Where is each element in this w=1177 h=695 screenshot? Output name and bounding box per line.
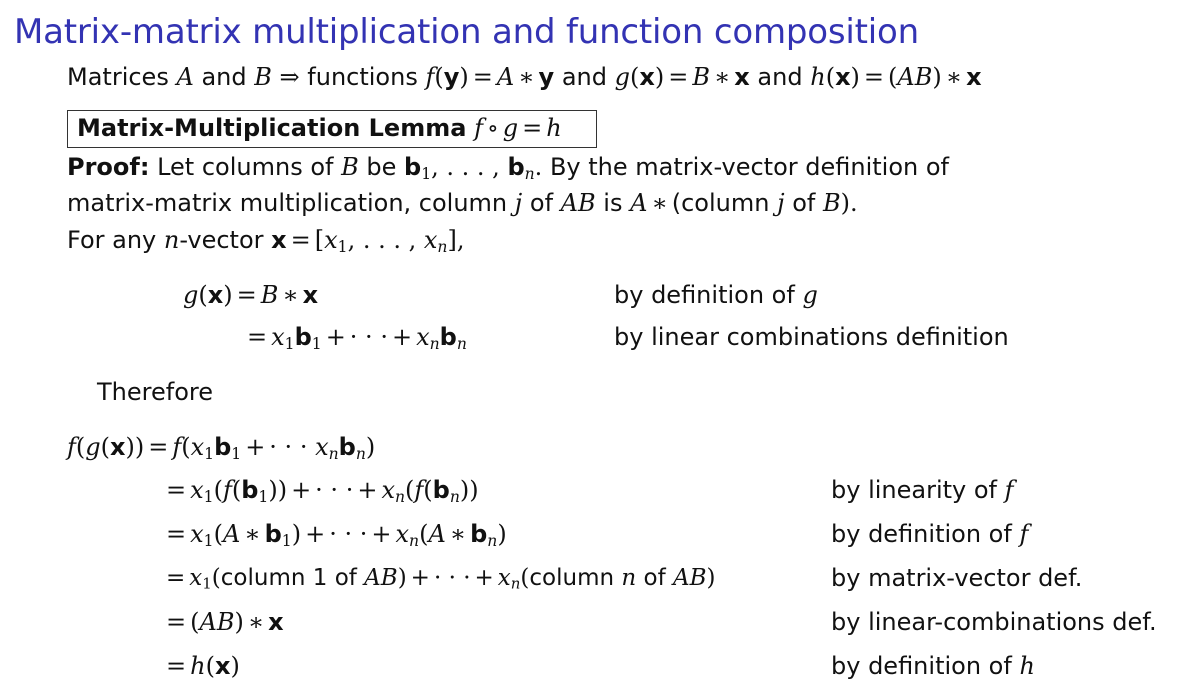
deriv2-just-2-text: by definition of [831,520,1012,548]
slide-title: Matrix-matrix multiplication and function composition [14,12,919,52]
deriv2-just-3 [831,563,1082,593]
deriv2-just-2: by definition of f [831,520,1029,548]
intro-matrices-word: Matrices [67,63,169,91]
deriv2-eq-3: = $x_1(column$ 1 of AB) + · · · + $x_n(column$ n of AB) [166,565,716,593]
intro-line: Matrices A and B ⇒ functions f(y) = A ∗ y and g(x) = B ∗ x and h(x) = (AB) ∗ x [67,63,982,91]
proof-text-1c: By the matrix-vector definition of [549,153,949,181]
proof-line-1: Proof: Let columns of B be $b_1$, . . . , $b_n$. By the matrix-vector definition of [67,153,949,183]
proof-text-3b: -vector [179,226,264,254]
therefore-text: Therefore [97,378,213,406]
proof-text-2a: matrix-matrix multiplication, column [67,189,508,217]
intro-and-3: and [757,63,803,91]
proof-text-2b: of [529,189,554,217]
deriv1-eq-1: g(x) = B ∗ x [183,281,319,309]
lemma-statement: Matrix-Multiplication Lemma f ∘ g = h [77,114,562,142]
deriv2-just-1-text: by linearity of [831,476,997,504]
deriv1-eq-2: = $x_1b_1$ + · · · + $x_nb_n$ [247,323,467,353]
deriv2-just-5: by definition of h [831,652,1035,680]
deriv2-eq-4: = (AB) ∗ x [166,608,284,636]
deriv2-just-4-text: by linear-combinations def. [831,608,1157,636]
lemma-box [67,110,597,148]
proof-label: Proof: [67,153,150,181]
proof-text-2c: is [603,189,623,217]
proof-text-2d: (column [671,189,770,217]
proof-text-1a: Let columns of [157,153,334,181]
deriv2-just-5-text: by definition of [831,652,1012,680]
proof-line-3: For any n-vector $x = [x_1$, . . . , $x_n$], [67,226,465,256]
deriv2-just-4 [831,607,1157,637]
intro-and-2: and [561,63,607,91]
intro-and-1: and [201,63,247,91]
deriv2-eq-0: $f(g(x)) = f(x_1b_1$ + · · · $x_nb_n$) [67,433,376,463]
proof-text-3a: For any [67,226,157,254]
deriv2-coln-text-a: column [529,565,615,591]
deriv1-just-1: by definition of g [614,281,818,309]
deriv2-just-3-text: by matrix-vector def. [831,564,1083,592]
deriv2-coln-text-b: of [643,565,666,591]
deriv1-just-1-text: by definition of [614,281,795,309]
deriv1-just-2 [614,322,1009,352]
deriv2-col1-text: column 1 of [220,565,357,591]
deriv2-eq-1: = $x_1(f(b_1))$ + · · · + $x_n(f(b_n))$ [166,476,479,506]
proof-text-1b: be [366,153,397,181]
deriv2-eq-5: = h(x) [166,652,240,680]
proof-line-2: matrix-matrix multiplication, column j of AB is A ∗ (column j of B). [67,189,858,217]
lemma-name: Matrix-Multiplication Lemma [77,114,467,142]
deriv1-just-2-text: by linear combinations definition [614,323,1009,351]
deriv2-eq-2: = $x_1(A$ ∗ $b_1$) + · · · + $x_n(A$ ∗ $b_n$) [166,520,507,550]
deriv2-just-1: by linearity of f [831,476,1014,504]
proof-text-2e: of [792,189,816,217]
intro-functions-word: functions [307,63,418,91]
